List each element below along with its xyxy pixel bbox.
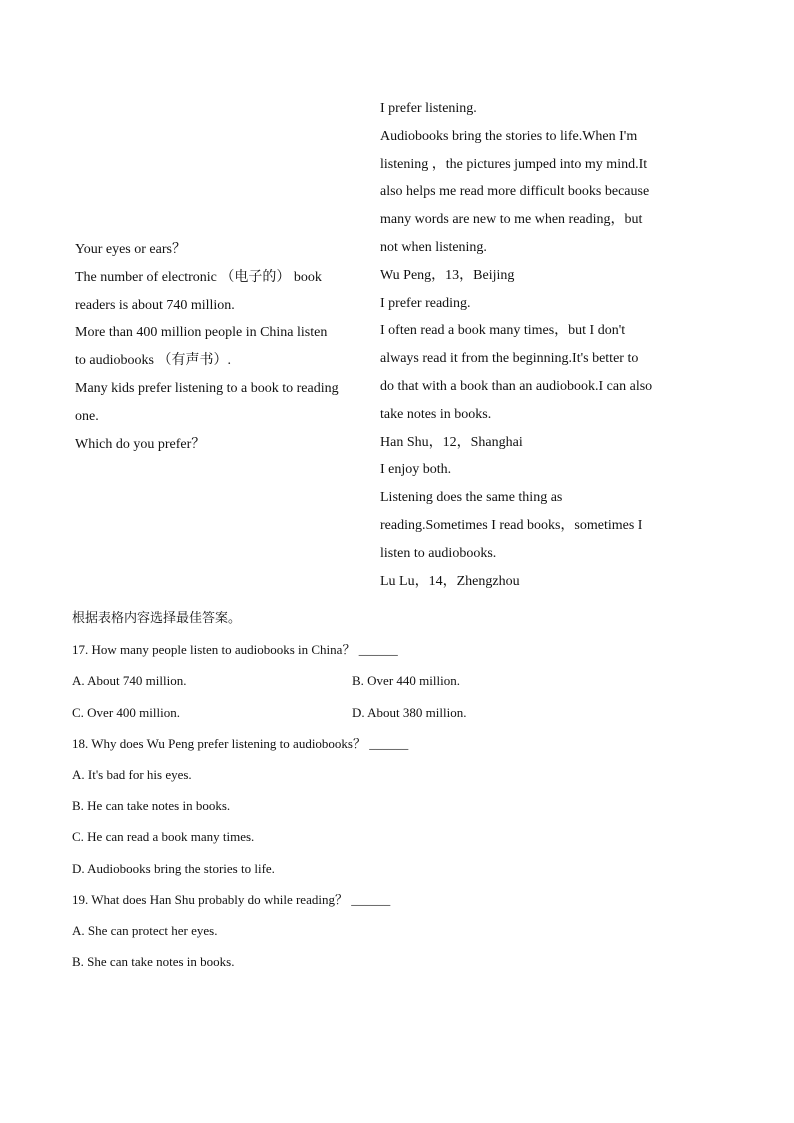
passage-left-column — [75, 236, 375, 458]
passage-line: one. — [75, 408, 99, 424]
question-17-option-d: D. About 380 million. — [352, 704, 467, 720]
author-wu-peng: Wu Peng，13，Beijing — [380, 267, 515, 283]
passage-line: I prefer listening. — [380, 101, 477, 116]
question-17-option-b: B. Over 440 million. — [352, 673, 460, 689]
question-18-option-a: A. It's bad for his eyes. — [72, 766, 192, 782]
passage-line: also helps me read more difficult books because — [380, 184, 650, 200]
passage-line: More than 400 million people in China listen — [75, 325, 328, 341]
passage-line: do that with a book than an audiobook.I can also — [380, 378, 653, 394]
question-19-stem: 19. What does Han Shu probably do while reading？ ______ — [72, 891, 391, 907]
passage-line: Audiobooks bring the stories to life.When I'm — [380, 128, 638, 144]
question-17-options-row-2 — [72, 697, 732, 728]
question-17-option-c: C. Over 400 million. — [72, 704, 180, 720]
passage-line: listening ，the pictures jumped into my mind.It — [380, 156, 648, 172]
instruction-text: 根据表格内容选择最佳答案。 — [72, 611, 242, 626]
question-19-option-a: A. She can protect her eyes. — [72, 922, 218, 938]
passage-line: take notes in books. — [380, 406, 492, 422]
question-18-option-b: B. He can take notes in books. — [72, 798, 231, 814]
passage-line: listen to audiobooks. — [380, 545, 497, 561]
question-17-option-a: A. About 740 million. — [72, 673, 187, 689]
passage-title: Your eyes or ears？ — [75, 242, 186, 257]
passage-line: readers is about 740 million. — [75, 297, 235, 313]
passage-line: to audiobooks （有声书）. — [75, 353, 231, 369]
author-han-shu: Han Shu，12，Shanghai — [380, 434, 523, 450]
passage-line: reading.Sometimes I read books，sometimes I — [380, 517, 643, 533]
passage-line: I often read a book many times，but I don't — [380, 323, 626, 339]
passage-line: Many kids prefer listening to a book to reading — [75, 380, 339, 396]
passage-line: I enjoy both. — [380, 462, 452, 478]
question-18-option-d: D. Audiobooks bring the stories to life. — [72, 860, 275, 876]
question-17-options-row-1 — [72, 665, 732, 696]
passage-line: The number of electronic （电子的） book — [75, 269, 322, 285]
questions-section — [72, 603, 732, 977]
question-19-option-b: B. She can take notes in books. — [72, 954, 235, 970]
passage-line: Listening does the same thing as — [380, 490, 563, 506]
question-17-stem: 17. How many people listen to audiobooks in China？ ______ — [72, 642, 398, 658]
passage-right-column — [380, 95, 695, 595]
author-lu-lu: Lu Lu，14，Zhengzhou — [380, 573, 520, 589]
passage-line: I prefer reading. — [380, 295, 471, 311]
passage-line: always read it from the beginning.It's better to — [380, 351, 639, 367]
question-18-option-c: C. He can read a book many times. — [72, 829, 255, 845]
question-18-stem: 18. Why does Wu Peng prefer listening to audiobooks？ ______ — [72, 735, 409, 751]
passage-question: Which do you prefer？ — [75, 436, 206, 452]
passage-line: not when listening. — [380, 239, 487, 255]
passage-line: many words are new to me when reading，but — [380, 212, 643, 228]
